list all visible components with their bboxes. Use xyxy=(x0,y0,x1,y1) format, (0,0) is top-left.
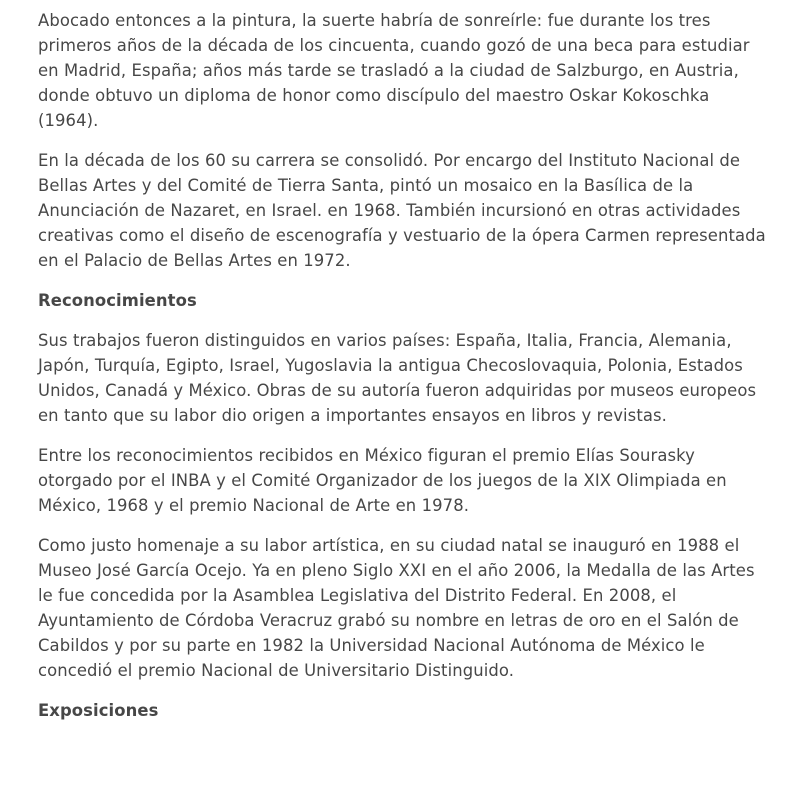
heading-reconocimientos: Reconocimientos xyxy=(38,291,197,310)
paragraph-mexico-awards: Entre los reconocimientos recibidos en México figuran el premio Elías Sourasky otorgado por el INBA y el Comité Organizador de los juegos de la XIX Olimpiada en México, 1968 y el premio Nacional de Arte en 1978. xyxy=(38,446,727,515)
article-body xyxy=(38,8,768,738)
paragraph-homage: Como justo homenaje a su labor artística, en su ciudad natal se inauguró en 1988 el Museo José García Ocejo. Ya en pleno Siglo XXI en el año 2006, la Medalla de las Artes le fue concedida por la Asamblea Legislativa del Distrito Federal. En 2008, el Ayuntamiento de Córdoba Veracruz grabó su nombre en letras de oro en el Salón de Cabildos y por su parte en 1982 la Universidad Nacional Autónoma de México le concedió el premio Nacional de Universitario Distinguido. xyxy=(38,536,755,680)
paragraph-career-1960s: En la década de los 60 su carrera se consolidó. Por encargo del Instituto Nacional de Bellas Artes y del Comité de Tierra Santa, pintó un mosaico en la Basílica de la Anunciación de Nazaret, en Israel. en 1968. También incursionó en otras actividades creativas como el diseño de escenografía y vestuario de la ópera Carmen representada en el Palacio de Bellas Artes en 1972. xyxy=(38,151,766,270)
paragraph-international-recognition: Sus trabajos fueron distinguidos en varios países: España, Italia, Francia, Alemania, Japón, Turquía, Egipto, Israel, Yugoslavia la antigua Checoslovaquia, Polonia, Estados Unidos, Canadá y México. Obras de su autoría fueron adquiridas por museos europeos en tanto que su labor dio origen a importantes ensayos en libros y revistas. xyxy=(38,331,757,425)
paragraph-painting-studies: Abocado entonces a la pintura, la suerte habría de sonreírle: fue durante los tres primeros años de la década de los cincuenta, cuando gozó de una beca para estudiar en Madrid, España; años más tarde se trasladó a la ciudad de Salzburgo, en Austria, donde obtuvo un diploma de honor como discípulo del maestro Oskar Kokoschka (1964). xyxy=(38,11,750,130)
heading-exposiciones: Exposiciones xyxy=(38,701,159,720)
